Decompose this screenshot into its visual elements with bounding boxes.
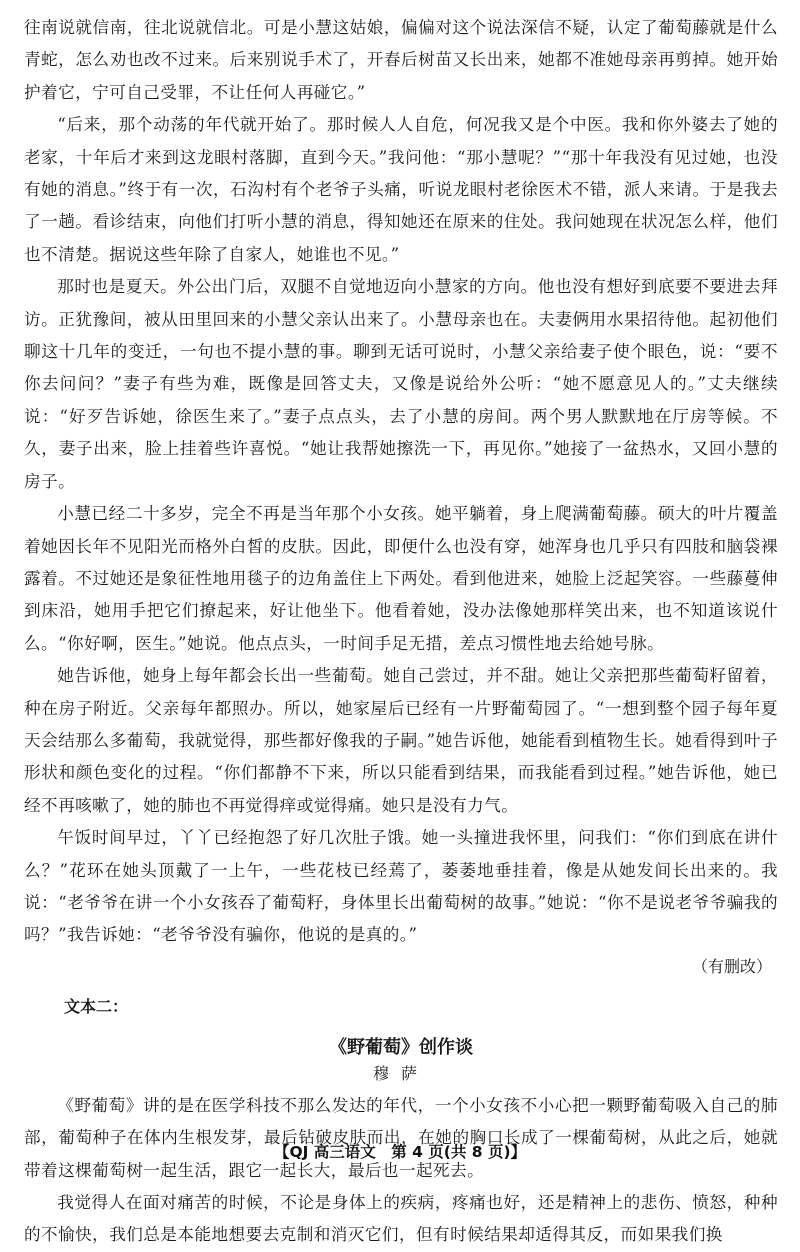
revision-note: （有删改） [691, 956, 772, 976]
paragraph: 我觉得人在面对痛苦的时候，不论是身体上的疾病，疼痛也好，还是精神上的悲伤、愤怒，种种的不愉快，我们总是本能地想要去克制和消灭它们，但有时候结果却适得其反，而如果我们换 [24, 1193, 778, 1245]
paragraph: 小慧已经二十多岁，完全不再是当年那个小女孩。她平躺着，身上爬满葡萄藤。硕大的叶片覆盖着她因长年不见阳光而格外白皙的皮肤。因此，即便什么也没有穿，她浑身也几乎只有四肢和脑袋裸露着。不过她还是象征性地用毯子的边角盖住上下两处。看到他进来，她脸上泛起笑容。一些藤蔓伸到床沿，她用手把它们撩起来，好让他坐下。他看着她，没办法像她那样笑出来，也不知道该说什么。“你好啊，医生。”她说。他点点头，一时间手足无措，差点习惯性地去给她号脉。 [24, 504, 778, 653]
paragraph: 午饭时间早过，丫丫已经抱怨了好几次肚子饿。她一头撞进我怀里，问我们：“你们到底在讲什么？”花环在她头顶戴了一上午，一些花枝已经蔫了，萎萎地垂挂着，像是从她发间长出来的。我说：“老爷爷在讲一个小女孩吞了葡萄籽，身体里长出葡萄树的故事。”她说：“你不是说老爷爷骗我的吗？”我告诉她：“老爷爷没有骗你，他说的是真的。” [24, 828, 778, 945]
paragraph: 那时也是夏天。外公出门后，双腿不自觉地迈向小慧家的方向。他也没有想好到底要不要进去拜访。正犹豫间，被从田里回来的小慧父亲认出来了。小慧母亲也在。夫妻俩用水果招待他。起初他们聊这十几年的变迁，一句也不提小慧的事。聊到无话可说时，小慧父亲给妻子使个眼色，说：“要不你去问问？”妻子有些为难，既像是回答丈夫，又像是说给外公听：“她不愿意见人的。”丈夫继续说：“好歹告诉她，徐医生来了。”妻子点点头，去了小慧的房间。两个男人默默地在厅房等候。不久，妻子出来，脸上挂着些许喜悦。“她让我帮她擦洗一下，再见你。”她接了一盆热水，又回小慧的房子。 [24, 277, 778, 491]
article-author: 穆萨 [372, 1063, 429, 1083]
section-label: 文本二： [64, 996, 129, 1016]
page-footer [0, 1140, 800, 1164]
article-title: 《野葡萄》创作谈 [329, 1036, 473, 1058]
footer-exam-label: 【QJ 高三语文 [273, 1143, 376, 1161]
paragraph: 《野葡萄》讲的是在医学科技不那么发达的年代，一个小女孩不小心把一颗野葡萄吸入自己的肺部，葡萄种子在体内生根发芽，最后钻破皮肤而出，在她的胸口长成了一棵葡萄树，从此之后，她就带着这棵葡萄树一起生活，跟它一起长大，最后也一起死去。 [24, 1095, 778, 1180]
paragraph: “后来，那个动荡的年代就开始了。那时候人人自危，何况我又是个中医。我和你外婆去了她的老家，十年后才来到这龙眼村落脚，直到今天。”我问他：“那小慧呢？”“那十年我没有见过她，也没有她的消息。”终于有一次，石沟村有个老爷子头痛，听说龙眼村老徐医术不错，派人来请。于是我去了一趟。看诊结束，向他们打听小慧的消息，得知她还在原来的住处。我问她现在状况怎么样，他们也不清楚。据说这些年除了自家人，她谁也不见。” [24, 115, 778, 264]
paragraph: 她告诉他，她身上每年都会长出一些葡萄。她自己尝过，并不甜。她让父亲把那些葡萄籽留着，种在房子附近。父亲每年都照办。所以，她家屋后已经有一片野葡萄园了。“一想到整个园子每年夏天会结那么多葡萄，我就觉得，那些都好像我的子嗣。”她告诉他，她能看到植物生长。她看得到叶子形状和颜色变化的过程。“你们都静不下来，所以只能看到结果，而我能看到过程。”她告诉他，她已经不再咳嗽了，她的肺也不再觉得痒或觉得痛。她只是没有力气。 [24, 666, 778, 815]
paragraph-continued: 往南说就信南，往北说就信北。可是小慧这姑娘，偏偏对这个说法深信不疑，认定了葡萄藤就是什么青蛇，怎么劝也改不过来。后来别说手术了，开春后树苗又长出来，她都不准她母亲再剪掉。她开始护着它，宁可自己受罪，不让任何人再碰它。” [24, 18, 778, 102]
footer-page-number: 第 4 页(共 8 页)】 [391, 1143, 527, 1161]
